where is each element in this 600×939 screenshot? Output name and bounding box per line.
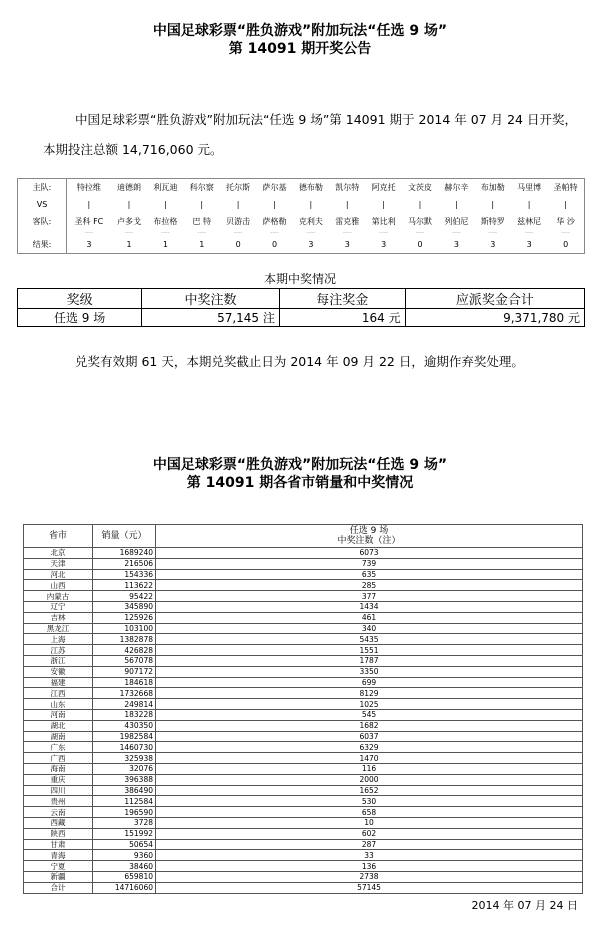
province-row	[24, 763, 583, 774]
sales-amount: 183228	[93, 709, 156, 720]
winner-count: 8129	[156, 688, 583, 699]
separator: ----	[124, 229, 134, 236]
match-result: 0	[271, 240, 278, 249]
province-row	[24, 688, 583, 699]
province-name: 浙江	[24, 655, 93, 666]
prize-header: 每注奖金	[279, 289, 405, 309]
separator: ----	[452, 229, 461, 236]
winner-count: 136	[156, 861, 583, 872]
winner-count: 545	[156, 709, 583, 720]
separator: ----	[379, 229, 388, 236]
separator: ----	[161, 229, 170, 236]
match-result: 0	[235, 240, 241, 249]
prize-total: 9,371,780 元	[405, 309, 584, 327]
sales-amount: 430350	[93, 720, 156, 731]
vs-mark: |	[200, 200, 204, 209]
home-team: 阿克托	[371, 183, 396, 192]
sales-amount: 14716060	[93, 882, 156, 893]
match-result: 3	[344, 240, 350, 249]
match-result: 1	[126, 240, 132, 249]
validity-notice: 兑奖有效期 61 天，本期兑奖截止日为 2014 年 09 月 22 日，逾期作弃奖处理。	[75, 354, 524, 369]
home-team: 文茨皮	[408, 183, 432, 192]
away-team: 第比利	[371, 217, 396, 226]
match-result: 1	[162, 240, 168, 249]
province-name: 海南	[24, 763, 93, 774]
winner-count: 10	[156, 817, 583, 828]
match-result: 0	[417, 240, 423, 249]
winner-count: 1434	[156, 601, 583, 612]
winner-count: 658	[156, 807, 583, 818]
sales-amount: 151992	[93, 828, 156, 839]
home-team: 特拉维	[76, 183, 101, 192]
province-row	[24, 753, 583, 764]
province-row	[24, 720, 583, 731]
home-team: 迪德朗	[117, 183, 141, 192]
sales-amount: 567078	[93, 655, 156, 666]
away-team: 卢多戈	[117, 217, 141, 226]
separator: ----	[306, 229, 316, 236]
province-row	[24, 580, 583, 591]
province-row	[24, 871, 583, 882]
home-team: 德布勒	[298, 183, 323, 192]
sales-amount: 95422	[93, 591, 156, 602]
winner-count: 1470	[156, 753, 583, 764]
winner-count: 6329	[156, 742, 583, 753]
match-result: 1	[199, 240, 205, 249]
sales-amount: 345890	[93, 601, 156, 612]
vs-label: VS	[18, 196, 67, 213]
province-name: 宁夏	[24, 861, 93, 872]
province-table	[23, 524, 583, 894]
away-team: 圣科 FC	[74, 217, 104, 226]
province-row	[24, 645, 583, 656]
home-team: 圣帕特	[553, 183, 578, 192]
home-team: 凯尔特	[335, 183, 360, 192]
province-name: 北京	[24, 548, 93, 559]
province-row	[24, 785, 583, 796]
prize-caption: 本期中奖情况	[263, 272, 336, 286]
province-name: 新疆	[24, 871, 93, 882]
province-name: 山东	[24, 699, 93, 710]
province-name: 辽宁	[24, 601, 93, 612]
sales-amount: 1460730	[93, 742, 156, 753]
home-team: 科尔察	[189, 183, 214, 192]
title-line-1: 中国足球彩票“胜负游戏”附加玩法“任选 9 场”	[152, 23, 448, 39]
prize-header: 应派奖金合计	[405, 289, 584, 309]
match-result: 0	[563, 240, 569, 249]
winner-count: 699	[156, 677, 583, 688]
province-row	[24, 612, 583, 623]
province-row	[24, 882, 583, 893]
province-name: 河南	[24, 709, 93, 720]
sales-amount: 659810	[93, 871, 156, 882]
sales-amount: 184618	[93, 677, 156, 688]
winner-count: 2738	[156, 871, 583, 882]
vs-mark: |	[273, 200, 276, 209]
winner-count: 530	[156, 796, 583, 807]
sales-amount: 249814	[93, 699, 156, 710]
winner-count: 285	[156, 580, 583, 591]
province-name: 湖南	[24, 731, 93, 742]
away-team: 贝游击	[226, 217, 251, 226]
province-row	[24, 569, 583, 580]
province-name: 甘肃	[24, 839, 93, 850]
col-header-winners: 任选 9 场 中奖注数（注）	[156, 525, 583, 548]
province-row	[24, 828, 583, 839]
vs-mark: |	[127, 200, 131, 209]
winner-count: 1652	[156, 785, 583, 796]
province-name: 天津	[24, 558, 93, 569]
separator: ----	[342, 229, 352, 236]
away-label: 客队:	[18, 213, 67, 230]
winner-count: 116	[156, 763, 583, 774]
col-header-sales: 销量（元）	[93, 525, 156, 548]
sales-amount: 426828	[93, 645, 156, 656]
vs-mark: |	[87, 200, 91, 209]
prize-winners: 57,145 注	[142, 309, 280, 327]
sales-amount: 1382878	[93, 634, 156, 645]
separator: ----	[415, 229, 425, 236]
intro-line-2: 本期投注总额 14,716,060 元。	[43, 142, 223, 157]
sales-amount: 38460	[93, 861, 156, 872]
match-result: 3	[526, 240, 532, 249]
winner-count: 340	[156, 623, 583, 634]
province-name: 西藏	[24, 817, 93, 828]
province-name: 广西	[24, 753, 93, 764]
province-row	[24, 817, 583, 828]
separator: ----	[233, 229, 243, 236]
province-name: 山西	[24, 580, 93, 591]
province-name: 陕西	[24, 828, 93, 839]
province-row	[24, 634, 583, 645]
title-line-3: 中国足球彩票“胜负游戏”附加玩法“任选 9 场”	[152, 457, 448, 473]
vs-mark: |	[345, 200, 349, 209]
separator: ----	[561, 229, 570, 236]
province-name: 江苏	[24, 645, 93, 656]
home-team: 萨尔基	[262, 183, 287, 192]
winner-count: 377	[156, 591, 583, 602]
result-label: 结果:	[18, 236, 67, 254]
province-row	[24, 861, 583, 872]
winner-count: 5435	[156, 634, 583, 645]
winner-count: 1025	[156, 699, 583, 710]
vs-mark: |	[164, 200, 167, 209]
sales-amount: 113622	[93, 580, 156, 591]
winner-count: 739	[156, 558, 583, 569]
prize-header: 中奖注数	[142, 289, 280, 309]
province-row	[24, 623, 583, 634]
province-row	[24, 850, 583, 861]
away-team: 列伯尼	[444, 217, 469, 226]
prize-table	[17, 288, 585, 327]
vs-mark: |	[527, 200, 531, 209]
province-row	[24, 774, 583, 785]
province-row	[24, 839, 583, 850]
separator: ----	[270, 229, 279, 236]
sales-amount: 32076	[93, 763, 156, 774]
match-table	[17, 178, 585, 254]
match-result: 3	[308, 240, 314, 249]
home-team: 布加勒	[480, 183, 505, 192]
province-row	[24, 558, 583, 569]
winner-count: 3350	[156, 666, 583, 677]
winner-count: 461	[156, 612, 583, 623]
sales-amount: 907172	[93, 666, 156, 677]
intro-line-1: 中国足球彩票“胜负游戏”附加玩法“任选 9 场”第 14091 期于 2014 年 07 月 24 日开奖，	[75, 112, 577, 127]
province-row	[24, 655, 583, 666]
separator: ----	[197, 229, 207, 236]
prize-level: 任选 9 场	[18, 309, 142, 327]
separator: ----	[524, 229, 534, 236]
province-name: 上海	[24, 634, 93, 645]
prize-header: 奖级	[18, 289, 142, 309]
province-name: 广东	[24, 742, 93, 753]
away-team: 马尔默	[408, 217, 432, 226]
home-team: 托尔斯	[226, 183, 251, 192]
winner-count: 57145	[156, 882, 583, 893]
province-name: 贵州	[24, 796, 93, 807]
vs-mark: |	[418, 200, 422, 209]
match-result: 3	[490, 240, 496, 249]
winner-count: 602	[156, 828, 583, 839]
sales-amount: 9360	[93, 850, 156, 861]
province-row	[24, 601, 583, 612]
away-team: 萨格勒	[262, 217, 287, 226]
title-line-4: 第 14091 期各省市销量和中奖情况	[186, 475, 414, 491]
col-header-province: 省市	[24, 525, 93, 548]
province-row	[24, 666, 583, 677]
vs-mark: |	[309, 200, 313, 209]
sales-amount: 196590	[93, 807, 156, 818]
away-team: 斯特罗	[480, 217, 505, 226]
vs-mark: |	[455, 200, 458, 209]
sales-amount: 386490	[93, 785, 156, 796]
home-team: 赫尔辛	[444, 183, 469, 192]
away-team: 兹林尼	[517, 217, 542, 226]
sales-amount: 103100	[93, 623, 156, 634]
away-team: 布拉格	[153, 217, 178, 226]
province-row	[24, 807, 583, 818]
province-row	[24, 677, 583, 688]
province-name: 青海	[24, 850, 93, 861]
winner-count: 2000	[156, 774, 583, 785]
vs-mark: |	[564, 200, 567, 209]
sales-amount: 325938	[93, 753, 156, 764]
sales-amount: 1689240	[93, 548, 156, 559]
winner-count: 6037	[156, 731, 583, 742]
away-team: 华 沙	[556, 217, 575, 226]
province-name: 云南	[24, 807, 93, 818]
winner-count: 1787	[156, 655, 583, 666]
winner-count: 635	[156, 569, 583, 580]
away-team: 克利夫	[298, 217, 323, 226]
sales-amount: 125926	[93, 612, 156, 623]
province-name: 重庆	[24, 774, 93, 785]
sales-amount: 216506	[93, 558, 156, 569]
winner-count: 1682	[156, 720, 583, 731]
separator: ----	[488, 229, 498, 236]
province-name: 福建	[24, 677, 93, 688]
match-result: 3	[86, 240, 92, 249]
home-label: 主队:	[18, 179, 67, 197]
province-row	[24, 548, 583, 559]
winner-count: 6073	[156, 548, 583, 559]
province-name: 河北	[24, 569, 93, 580]
province-name: 吉林	[24, 612, 93, 623]
province-row	[24, 796, 583, 807]
province-name: 江西	[24, 688, 93, 699]
sales-amount: 154336	[93, 569, 156, 580]
sales-amount: 1732668	[93, 688, 156, 699]
away-team: 巴 特	[192, 217, 212, 226]
province-name: 黑龙江	[24, 623, 93, 634]
province-row	[24, 591, 583, 602]
separator: ----	[84, 229, 94, 236]
away-team: 雷克雅	[335, 217, 360, 226]
sales-amount: 396388	[93, 774, 156, 785]
sales-amount: 1982584	[93, 731, 156, 742]
sales-amount: 50654	[93, 839, 156, 850]
province-row	[24, 709, 583, 720]
sales-amount: 3728	[93, 817, 156, 828]
province-name: 合计	[24, 882, 93, 893]
sales-amount: 112584	[93, 796, 156, 807]
province-row	[24, 742, 583, 753]
province-name: 四川	[24, 785, 93, 796]
province-row	[24, 731, 583, 742]
winner-count: 1551	[156, 645, 583, 656]
title-line-2: 第 14091 期开奖公告	[228, 41, 372, 57]
province-row	[24, 699, 583, 710]
province-name: 湖北	[24, 720, 93, 731]
province-name: 安徽	[24, 666, 93, 677]
home-team: 马里博	[517, 183, 542, 192]
province-name: 内蒙古	[24, 591, 93, 602]
vs-mark: |	[491, 200, 495, 209]
vs-mark: |	[382, 200, 385, 209]
match-result: 3	[453, 240, 459, 249]
issue-date: 2014 年 07 月 24 日	[471, 899, 578, 912]
winner-count: 33	[156, 850, 583, 861]
home-team: 利瓦迪	[153, 183, 178, 192]
match-result: 3	[381, 240, 387, 249]
winner-count: 287	[156, 839, 583, 850]
vs-mark: |	[236, 200, 240, 209]
prize-per-bet: 164 元	[279, 309, 405, 327]
